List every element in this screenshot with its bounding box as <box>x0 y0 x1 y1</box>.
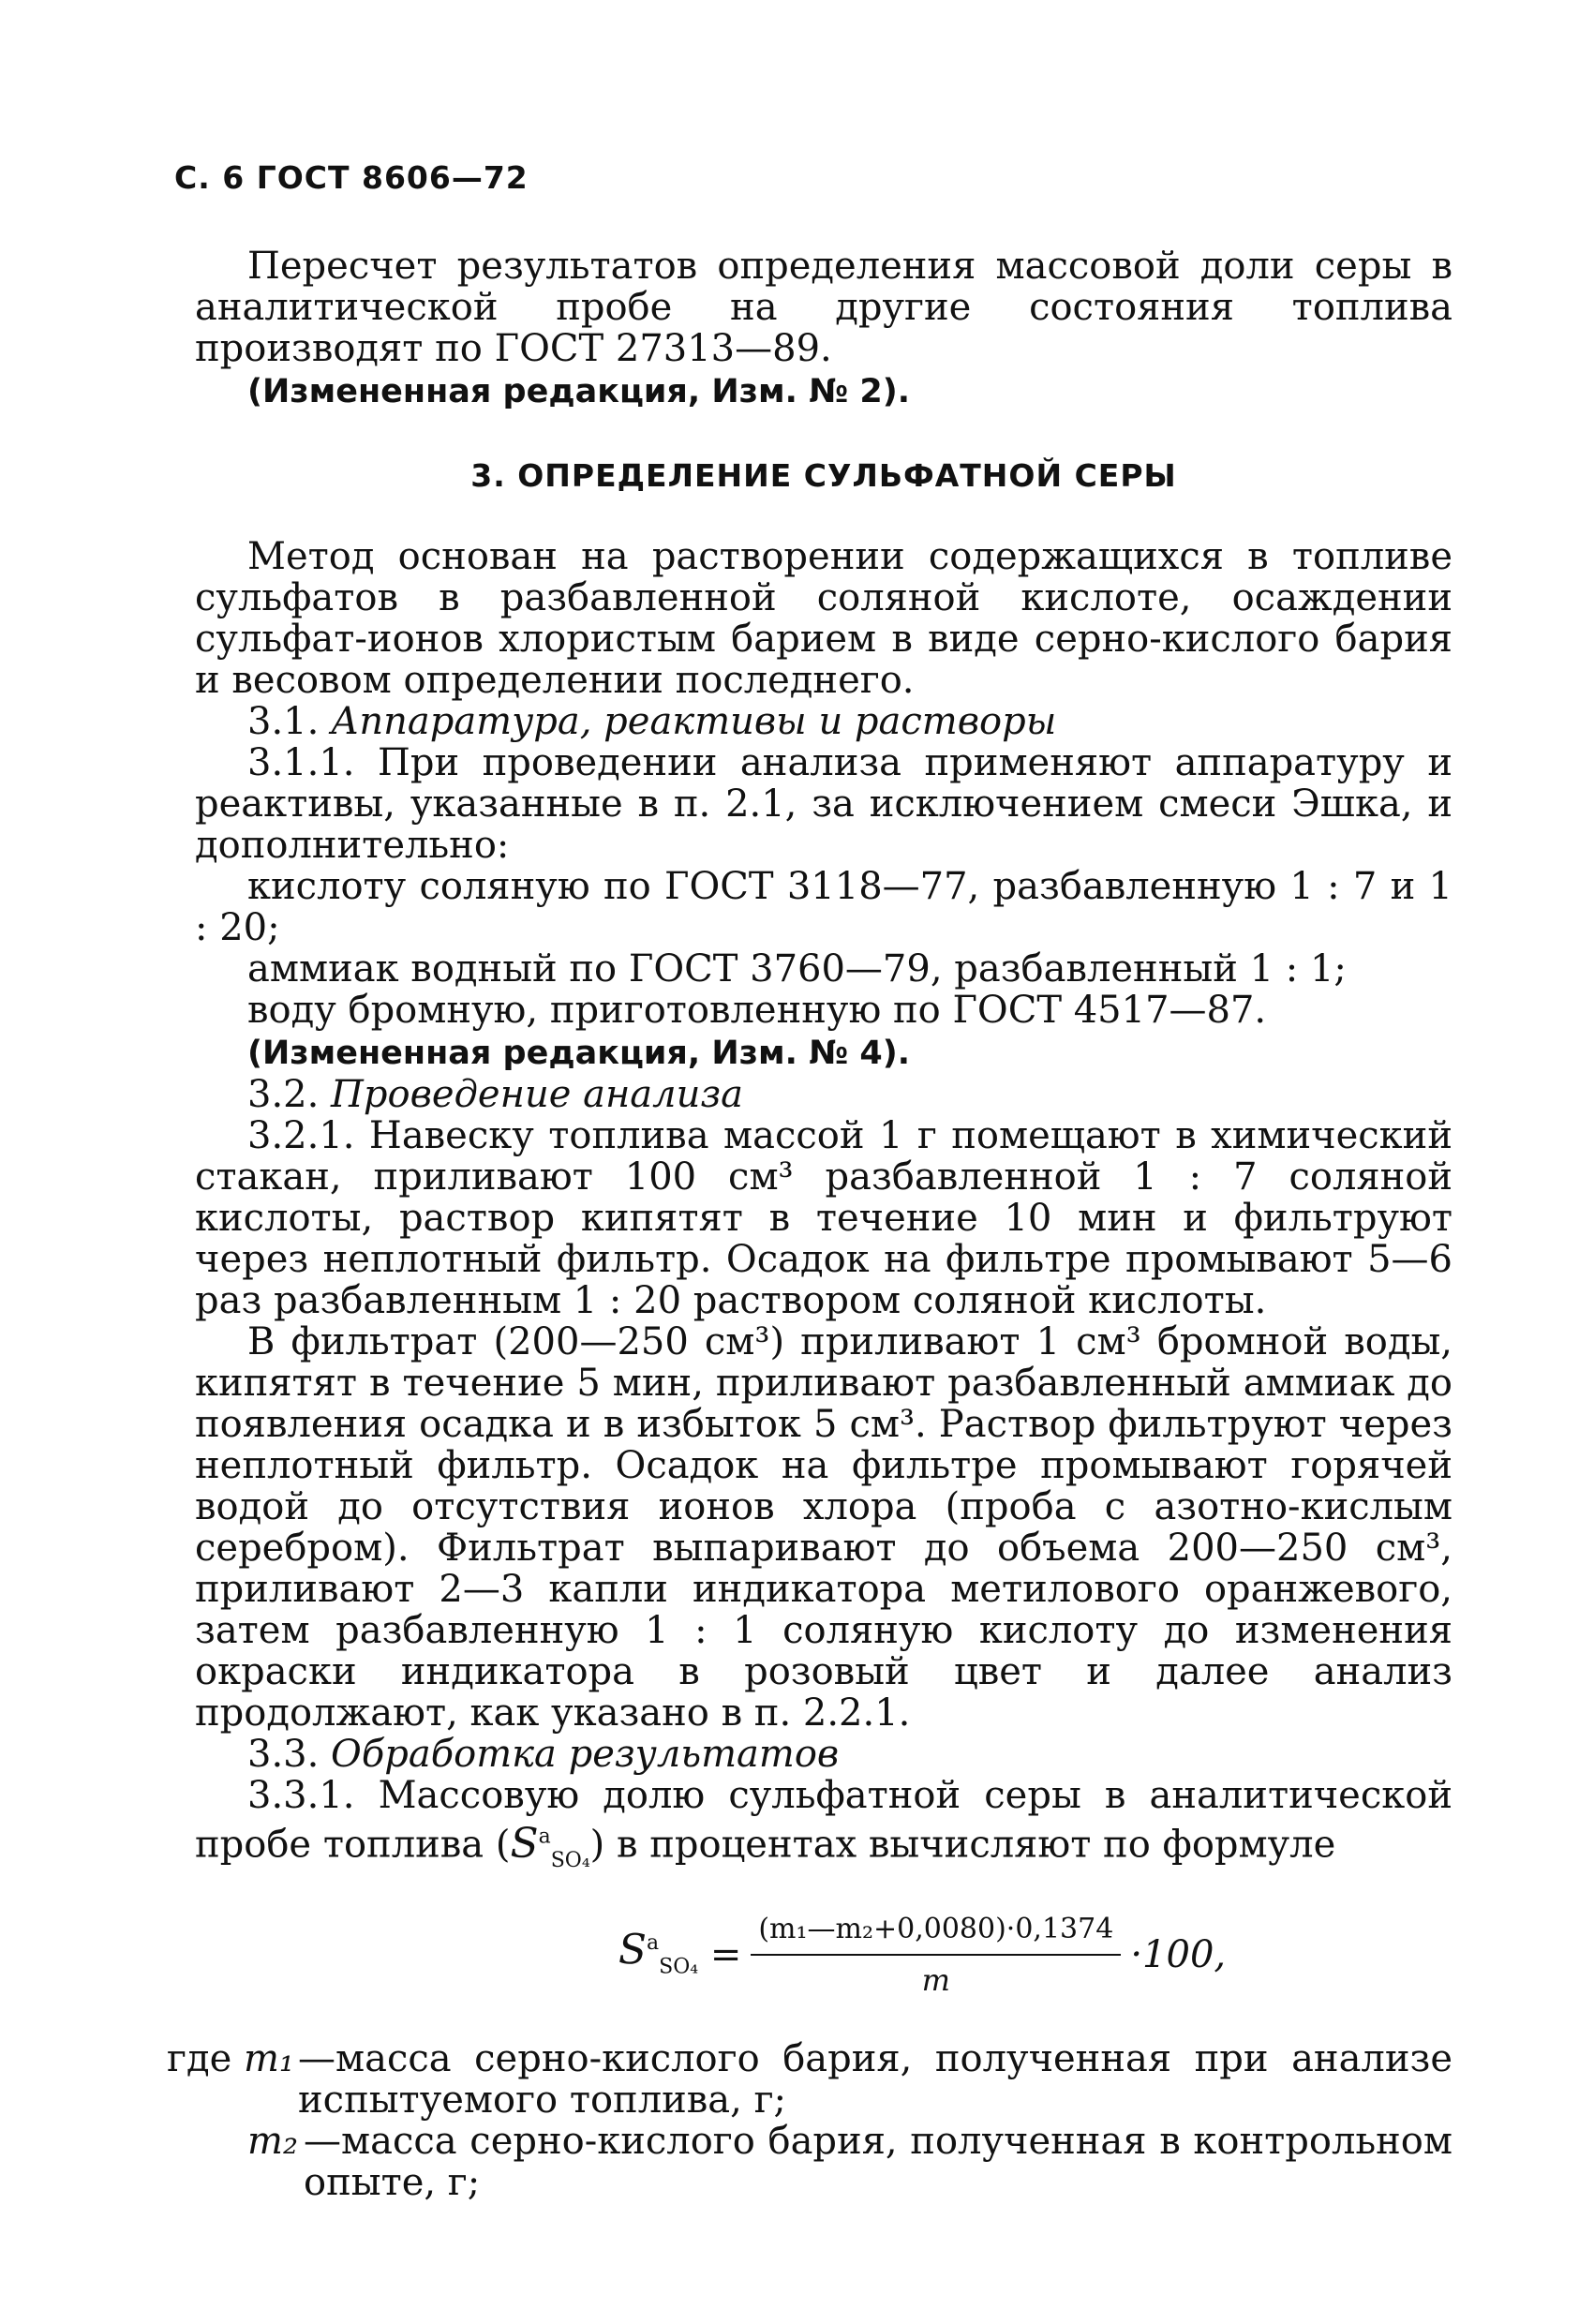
subsection-number: 3.3. <box>247 1733 320 1776</box>
amendment-note: (Измененная редакция, Изм. № 4). <box>247 1035 911 1072</box>
variable-definitions <box>167 2038 1452 2203</box>
definition-var: m₂ <box>247 2120 298 2164</box>
page-content <box>167 245 1452 2205</box>
inline-symbol-sub: SO₄ <box>550 1848 590 1872</box>
formula-fraction <box>751 1909 1121 2001</box>
subsection-name: Обработка результатов <box>331 1733 840 1776</box>
formula-equals: = <box>698 1933 742 1977</box>
paragraph-3-1-1: 3.1.1. При проведении анализа применяют аппаратуру и реактивы, указанные в п. 2.1, за исключением смеси Эшка, и дополнительно: <box>195 741 1452 867</box>
formula-lhs-sub: SO₄ <box>659 1955 699 1979</box>
page-header: С. 6 ГОСТ 8606—72 <box>174 159 529 196</box>
reagent-item: воду бромную, приготовленную по ГОСТ 4517—87. <box>247 989 1267 1032</box>
intro-paragraph: Пересчет результатов определения массовой доли серы в аналитической пробе на другие состояния топлива производят по ГОСТ 27313—89. <box>195 245 1452 370</box>
amendment-note: (Измененная редакция, Изм. № 2). <box>247 373 911 410</box>
formula-lhs-letter: S <box>618 1926 648 1974</box>
subsection-3-3-title <box>195 1734 1452 1775</box>
definition-text: —масса серно-кислого бария, полученная при анализе испытуемого топлива, г; <box>298 2037 1452 2123</box>
amendment-4 <box>195 1031 1452 1074</box>
paragraph-text-start: 3.3.1. Массовую долю сульфатной серы в аналитической пробе топлива ( <box>195 1774 1452 1867</box>
paragraph-text-end: ) в процентах вычисляют по формуле <box>589 1823 1336 1867</box>
definition-text: —масса серно-кислого бария, полученная в контрольном опыте, г; <box>304 2120 1452 2205</box>
paragraph-3-2-1: 3.2.1. Навеску топлива массой 1 г помещают в химический стакан, приливают 100 см³ разбавленной 1 : 7 соляной кислоты, раствор кипятят в течение 10 мин и фильтруют через неплотный фильтр. Осадок на фильтре промывают 5—6 раз разбавленным 1 : 20 раствором соляной кислоты. <box>195 1114 1452 1322</box>
sulfate-formula <box>392 1909 1452 2001</box>
paragraph-3-3-1 <box>195 1775 1452 1881</box>
definition-var: m₁ <box>243 2037 294 2081</box>
method-paragraph: Метод основан на растворении содержащихся в топливе сульфатов в разбавленной соляной кислоте, осаждении сульфат-ионов хлористым барием в виде серно-кислого бария и весовом определении последнего. <box>195 535 1452 702</box>
definition-row <box>167 2121 1452 2203</box>
formula-lhs <box>618 1923 698 1988</box>
formula-lhs-sup: a <box>647 1930 660 1955</box>
subsection-name: Аппаратура, реактивы и растворы <box>331 700 1057 743</box>
definition-var-cell <box>167 2121 304 2203</box>
where-word <box>167 2038 298 2121</box>
formula-numerator: (m₁—m₂+0,0080)·0,1374 <box>751 1909 1121 1956</box>
inline-symbol-sup: a <box>538 1825 551 1848</box>
reagent-item: аммиак водный по ГОСТ 3760—79, разбавленный 1 : 1; <box>247 947 1347 991</box>
paragraph-3-2-1-continued: В фильтрат (200—250 см³) приливают 1 см³ бромной воды, кипятят в течение 5 мин, приливают разбавленный аммиак до появления осадка и в избыток 5 см³. Раствор фильтруют через неплотный фильтр. Осадок на фильтре промывают горячей водой до отсутствия ионов хлора (проба с азотно-кислым серебром). Фильтрат выпаривают до объема 200—250 см³, приливают 2—3 капли индикатора метилового оранжевого, затем разбавленную 1 : 1 соляную кислоту до изменения окраски индикатора в розовый цвет и далее анализ продолжают, как указано в п. 2.2.1. <box>195 1320 1452 1735</box>
formula-tail: ·100, <box>1130 1933 1227 1977</box>
intro-amendment <box>195 369 1452 412</box>
subsection-3-1-title <box>195 701 1452 742</box>
inline-symbol-letter: S <box>510 1819 539 1868</box>
where-label: где <box>167 2037 232 2081</box>
subsection-name: Проведение анализа <box>331 1073 744 1116</box>
section-title: 3. ОПРЕДЕЛЕНИЕ СУЛЬФАТНОЙ СЕРЫ <box>470 457 1177 494</box>
formula-denominator: m <box>921 1962 950 1999</box>
reagent-item: кислоту соляную по ГОСТ 3118—77, разбавленную 1 : 7 и 1 : 20; <box>195 865 1452 949</box>
subsection-number: 3.2. <box>247 1073 320 1116</box>
subsection-number: 3.1. <box>247 700 320 743</box>
subsection-3-2-title <box>195 1074 1452 1115</box>
definition-row <box>167 2038 1452 2121</box>
inline-symbol <box>510 1819 590 1872</box>
